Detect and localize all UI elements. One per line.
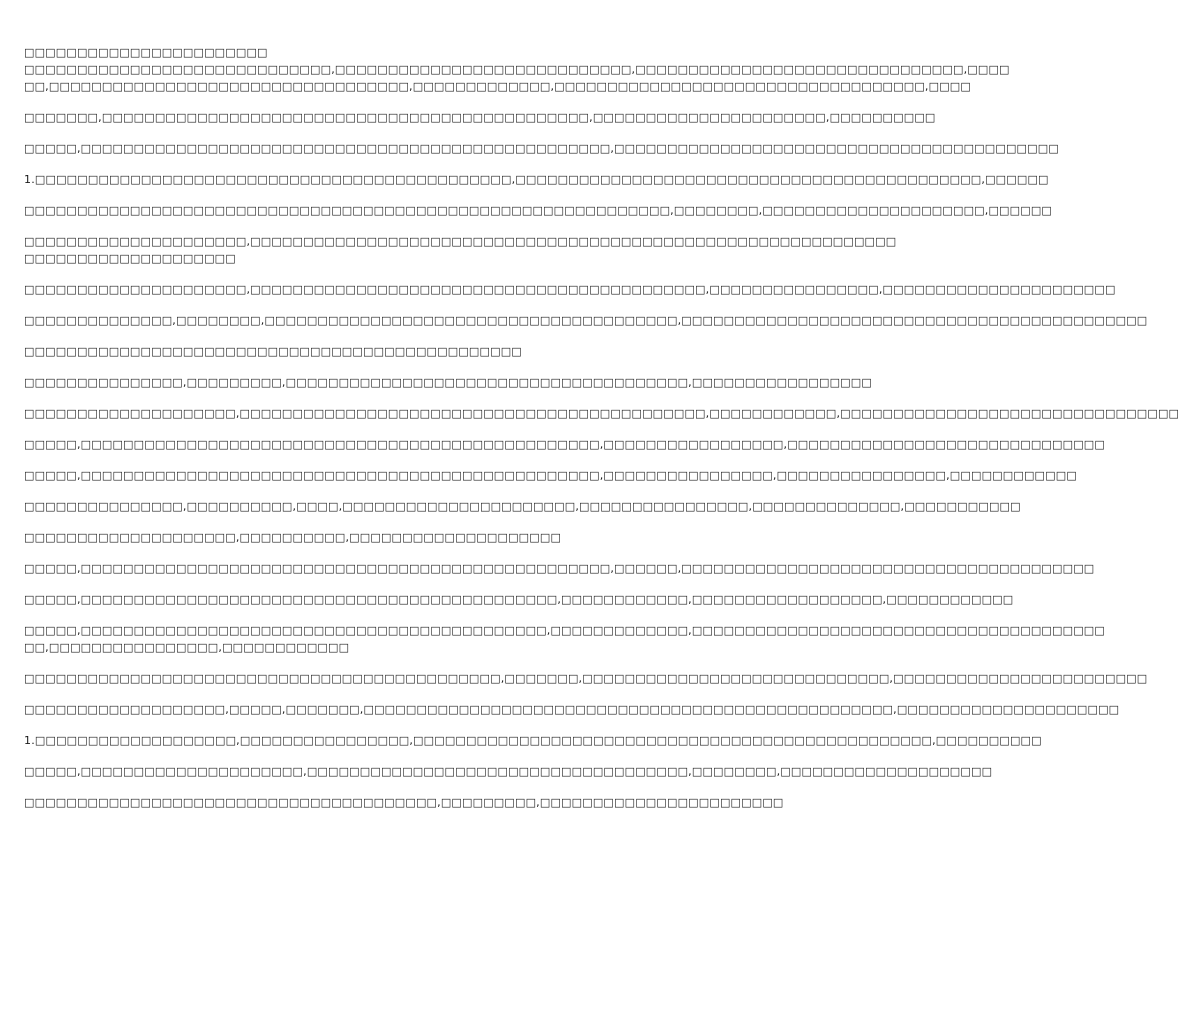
paragraph (24, 436, 1105, 453)
paragraph-line: □□□□□,□□□□□□□□□□□□□□□□□□□□□□□□□□□□□□□□□□□□□□□□□□□□□,□□□□□□□□□□□□,□□□□□□□□□□□□□□□□□□,□□□□□□□□□□□□ (24, 593, 1014, 606)
paragraph (24, 560, 1095, 577)
paragraph-line: 1.□□□□□□□□□□□□□□□□□□□□□□□□□□□□□□□□□□□□□□□□□□□□□,□□□□□□□□□□□□□□□□□□□□□□□□□□□□□□□□□□□□□□□□□□□□,□□□□□□ (24, 173, 1049, 186)
paragraph (24, 405, 1179, 422)
paragraph-line: □□□□□□□□□□□□□□□,□□□□□□□□□□,□□□□,□□□□□□□□□□□□□□□□□□□□□□,□□□□□□□□□□□□□□□□,□□□□□□□□□□□□□□,□□□□□□□□□□□ (24, 500, 1021, 513)
paragraph (24, 202, 1053, 219)
paragraph-line: □□□□□□□,□□□□□□□□□□□□□□□□□□□□□□□□□□□□□□□□□□□□□□□□□□□□□□,□□□□□□□□□□□□□□□□□□□□□□,□□□□□□□□□□ (24, 111, 936, 124)
paragraph (24, 701, 1120, 718)
paragraph (24, 281, 1116, 298)
paragraph (24, 312, 1148, 329)
paragraph-line: □□□□□□□□□□□□□□□□□□□□□,□□□□□□□□□□□□□□□□□□□□□□□□□□□□□□□□□□□□□□□□□□□□□□□□□□□□□□□□□□□□□ (24, 235, 897, 248)
paragraph (24, 109, 936, 126)
paragraph (24, 498, 1021, 515)
paragraph-line: □□□□□,□□□□□□□□□□□□□□□□□□□□□□□□□□□□□□□□□□□□□□□□□□□□□□□□□,□□□□□□□□□□□□□□□□,□□□□□□□□□□□□□□□□,□□□□□□□□□□□□ (24, 469, 1077, 482)
paragraph (24, 374, 872, 391)
paragraph (24, 467, 1077, 484)
paragraph-line: □□□□□□□□□□□□□□□□□□□□□□□□□□□□□□□□□□□□□□□□□□□□□□□ (24, 345, 522, 358)
paragraph (24, 794, 784, 811)
paragraph-line: □□□□□□□□□□□□□□□□□□□□□,□□□□□□□□□□□□□□□□□□□□□□□□□□□□□□□□□□□□□□□□□□□,□□□□□□□□□□□□□□□□,□□□□□□□□□□□□□□□□□□□□□□ (24, 283, 1116, 296)
paragraph-line: □□□□□□□□□□□□□□,□□□□□□□□,□□□□□□□□□□□□□□□□□□□□□□□□□□□□□□□□□□□□□□□,□□□□□□□□□□□□□□□□□□□□□□□□□□□□□□□□□□□□□□□□□□□□ (24, 314, 1148, 327)
paragraph (24, 140, 1059, 157)
paragraph-line: □□□□□□□□□□□□□□□,□□□□□□□□□,□□□□□□□□□□□□□□□□□□□□□□□□□□□□□□□□□□□□□□,□□□□□□□□□□□□□□□□□ (24, 376, 872, 389)
paragraph (24, 732, 1042, 749)
paragraph-line: □□□□□,□□□□□□□□□□□□□□□□□□□□□□□□□□□□□□□□□□□□□□□□□□□□□□□□□,□□□□□□□□□□□□□□□□□,□□□□□□□□□□□□□□□□□□□□□□□□□□□□□□ (24, 438, 1105, 451)
paragraph (24, 61, 1010, 95)
paragraph-line: □□□□□□□□□□□□□□□□□□□□,□□□□□□□□□□□□□□□□□□□□□□□□□□□□□□□□□□□□□□□□□□□□,□□□□□□□□□□□□,□□□□□□□□□□□□□□□□□□□□□□□□□□□□□□□□ (24, 407, 1179, 420)
paragraph (24, 622, 1105, 656)
paragraph-line: □□□□□□□□□□□□□□□□□□□□□□□□□□□□□□□□□□□□□□□,□□□□□□□□□,□□□□□□□□□□□□□□□□□□□□□□□ (24, 796, 784, 809)
paragraph-list (24, 61, 1179, 811)
paragraph (24, 233, 897, 267)
paragraph-line: □□□□□□□□□□□□□□□□□□□□ (24, 252, 236, 265)
paragraph-line: □□,□□□□□□□□□□□□□□□□□□□□□□□□□□□□□□□□□□,□□□□□□□□□□□□□,□□□□□□□□□□□□□□□□□□□□□□□□□□□□□□□□□□□,□□□□ (24, 80, 971, 93)
document-body (24, 44, 1179, 825)
paragraph (24, 529, 696, 546)
paragraph (24, 343, 696, 360)
paragraph (24, 591, 1014, 608)
paragraph-line: □□□□□□□□□□□□□□□□□□□□□□□□□□□□□□□□□□□□□□□□□□□□□□□□□□□□□□□□□□□□□,□□□□□□□□,□□□□□□□□□□□□□□□□□□□□□,□□□□□□ (24, 204, 1053, 217)
paragraph-line: 1.□□□□□□□□□□□□□□□□□□□,□□□□□□□□□□□□□□□□,□□□□□□□□□□□□□□□□□□□□□□□□□□□□□□□□□□□□□□□□□□□□□□□□□,□□□□□□□□□□ (24, 734, 1042, 747)
paragraph-line: □□□□□,□□□□□□□□□□□□□□□□□□□□□□□□□□□□□□□□□□□□□□□□□□□□,□□□□□□□□□□□□□,□□□□□□□□□□□□□□□□□□□□□□□□□□□□□□□□□□□□□□□ (24, 624, 1105, 637)
paragraph-line: □□□□□,□□□□□□□□□□□□□□□□□□□□□□□□□□□□□□□□□□□□□□□□□□□□□□□□□□,□□□□□□□□□□□□□□□□□□□□□□□□□□□□□□□□□□□□□□□□□□ (24, 142, 1059, 155)
paragraph (24, 171, 1049, 188)
paragraph-line: □□□□□,□□□□□□□□□□□□□□□□□□□□□,□□□□□□□□□□□□□□□□□□□□□□□□□□□□□□□□□□□□,□□□□□□□□,□□□□□□□□□□□□□□□□□□□□ (24, 765, 993, 778)
paragraph-line: □□□□□□□□□□□□□□□□□□□□□□□□□□□□□□□□□□□□□□□□□□□□□,□□□□□□□,□□□□□□□□□□□□□□□□□□□□□□□□□□□□□,□□□□□□□□□□□□□□□□□□□□□□□□ (24, 672, 1148, 685)
paragraph-line: □□,□□□□□□□□□□□□□□□□,□□□□□□□□□□□□ (24, 641, 350, 654)
paragraph (24, 670, 1148, 687)
document-heading (24, 44, 696, 61)
paragraph-line: □□□□□□□□□□□□□□□□□□□□,□□□□□□□□□□,□□□□□□□□□□□□□□□□□□□□ (24, 531, 562, 544)
paragraph-line: □□□□□,□□□□□□□□□□□□□□□□□□□□□□□□□□□□□□□□□□□□□□□□□□□□□□□□□□,□□□□□□,□□□□□□□□□□□□□□□□□□□□□□□□□□□□□□□□□□□□□□□ (24, 562, 1095, 575)
heading-text: □□□□□□□□□□□□□□□□□□□□□□□ (24, 46, 268, 59)
paragraph-line: □□□□□□□□□□□□□□□□□□□,□□□□□,□□□□□□□,□□□□□□□□□□□□□□□□□□□□□□□□□□□□□□□□□□□□□□□□□□□□□□□□□□,□□□□□□□□□□□□□□□□□□□□□ (24, 703, 1120, 716)
paragraph (24, 763, 993, 780)
paragraph-line: □□□□□□□□□□□□□□□□□□□□□□□□□□□□□,□□□□□□□□□□□□□□□□□□□□□□□□□□□□,□□□□□□□□□□□□□□□□□□□□□□□□□□□□□□□,□□□□ (24, 63, 1010, 76)
